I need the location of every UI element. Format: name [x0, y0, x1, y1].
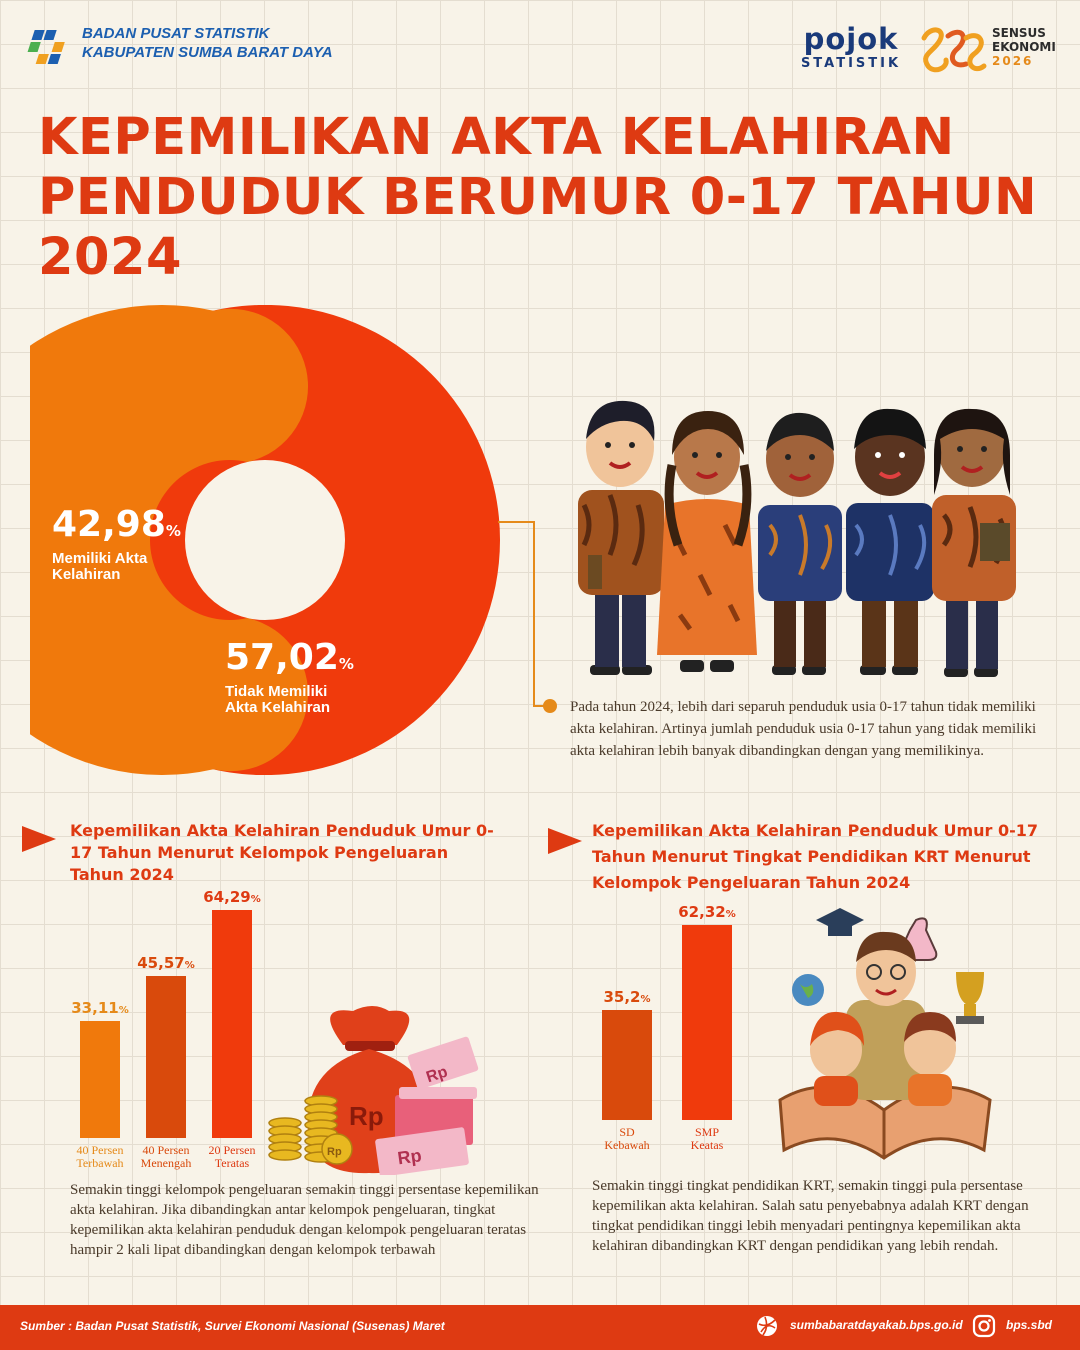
bar-value-label: 33,11%	[71, 998, 129, 1017]
tidak-pct-sign: %	[338, 655, 354, 673]
bar-sd-kebawah	[602, 1010, 652, 1120]
bar-category-label: 40 Persen Menengah	[140, 1143, 192, 1170]
tidak-label-1: Tidak Memiliki	[225, 683, 328, 700]
sensus-ekonomi-logo-icon	[918, 24, 988, 76]
bar-smp-keatas	[682, 925, 732, 1120]
section-1-arrow-icon	[22, 826, 56, 852]
section-1-title: Kepemilikan Akta Kelahiran Penduduk Umur 0-17 Tahun Menurut Kelompok Pengeluaran Tahun 2024	[70, 821, 494, 884]
child-5-figure	[932, 409, 1016, 677]
bar-value-label: 35,2%	[603, 987, 651, 1006]
bps-logo-icon	[20, 26, 74, 70]
memiliki-label-1: Memiliki Akta	[52, 550, 148, 567]
svg-text:Rp: Rp	[327, 1146, 342, 1158]
donut-hole	[185, 460, 345, 620]
bar-value-label: 62,32%	[678, 903, 736, 921]
bar-category-label: 40 Persen Terbawah	[76, 1143, 124, 1170]
pojok-word: pojok	[803, 22, 899, 56]
sensus-ekonomi-text	[992, 26, 1056, 68]
footer-instagram[interactable]: bps.sbd	[1006, 1318, 1053, 1332]
education-illustration	[770, 900, 1000, 1170]
memiliki-label-2: Kelahiran	[52, 566, 121, 583]
child-4-figure	[846, 409, 934, 675]
memiliki-pct: 42,98	[52, 504, 166, 545]
globe-icon	[755, 1314, 779, 1338]
footer	[0, 1305, 1080, 1350]
sensus-line-2: EKONOMI	[992, 40, 1056, 54]
children-illustration	[560, 395, 1030, 690]
bar-20-persen-teratas	[212, 910, 252, 1138]
tidak-pct: 57,02	[225, 637, 339, 678]
connector-line	[498, 520, 558, 715]
label-tidak-memiliki	[225, 638, 354, 716]
child-2-figure	[657, 411, 757, 672]
sensus-year: 2026	[992, 54, 1034, 68]
memiliki-pct-sign: %	[165, 522, 181, 540]
money-bag-illustration	[265, 1005, 485, 1175]
section-1-description: Semakin tinggi kelompok pengeluaran semakin tinggi persentase kepemilikan akta kelahiran. Jika dibandingkan antar kelompok pengeluaran, tingkat kepemilikan akta kelahiran penduduk dengan kelompok pengeluaran teratas hampir 2 kali lipat dibandingkan dengan kelompok terbawah	[70, 1182, 539, 1258]
child-1-figure	[578, 401, 664, 675]
section-2-title: Kepemilikan Akta Kelahiran Penduduk Umur 0-17 Tahun Menurut Tingkat Pendidikan KRT Menurut Kelompok Pengeluaran Tahun 2024	[592, 821, 1039, 892]
section-2-description: Semakin tinggi tingkat pendidikan KRT, semakin tinggi pula persentase kepemilikan akta kelahiran. Salah satu penyebabnya adalah KRT dengan tingkat pendidikan tinggi lebih menyadari pentingnya kepemilikan akta kelahiran dibandingkan KRT dengan pendidikan yang lebih rendah.	[592, 1178, 1029, 1254]
donut-description: Pada tahun 2024, lebih dari separuh penduduk usia 0-17 tahun tidak memiliki akta kelahiran. Artinya jumlah penduduk usia 0-17 tahun yang tidak memiliki akta kelahiran lebih banyak dibandingkan dengan yang memilikinya.	[570, 699, 1037, 759]
bar-value-label: 64,29%	[203, 888, 261, 906]
instagram-icon	[972, 1314, 996, 1338]
sensus-line-1: SENSUS	[992, 26, 1046, 40]
footer-website[interactable]: sumbabaratdayakab.bps.go.id	[790, 1318, 963, 1332]
pojok-statistik-logo	[795, 24, 907, 71]
tidak-label-2: Akta Kelahiran	[225, 699, 331, 716]
title-line-1: KEPEMILIKAN AKTA KELAHIRAN	[38, 108, 955, 167]
page-title	[38, 108, 1048, 288]
title-line-3: 2024	[38, 228, 182, 287]
svg-text:Rp: Rp	[396, 1145, 423, 1169]
svg-text:Rp: Rp	[349, 1101, 384, 1131]
pojok-sub: STATISTIK	[800, 56, 902, 71]
title-line-2: PENDUDUK BERUMUR 0-17 TAHUN	[38, 168, 1038, 227]
bar-category-label: SD Kebawah	[604, 1125, 650, 1152]
child-3-figure	[758, 413, 842, 675]
bar-category-label: SMP Keatas	[690, 1125, 724, 1152]
bar-40-persen-menengah	[146, 976, 186, 1138]
label-memiliki	[52, 505, 181, 583]
bar-40-persen-terbawah	[80, 1021, 120, 1138]
org-name	[82, 24, 333, 62]
bar-category-label: 20 Persen Teratas	[208, 1143, 256, 1170]
bar-value-label: 45,57%	[137, 954, 195, 973]
footer-source: Sumber : Badan Pusat Statistik, Survei Ekonomi Nasional (Susenas) Maret	[20, 1319, 445, 1333]
org-line-2: KABUPATEN SUMBA BARAT DAYA	[82, 44, 333, 61]
section-2-arrow-icon	[548, 828, 582, 854]
org-line-1: BADAN PUSAT STATISTIK	[82, 25, 270, 42]
svg-text:Rp: Rp	[424, 1063, 450, 1087]
